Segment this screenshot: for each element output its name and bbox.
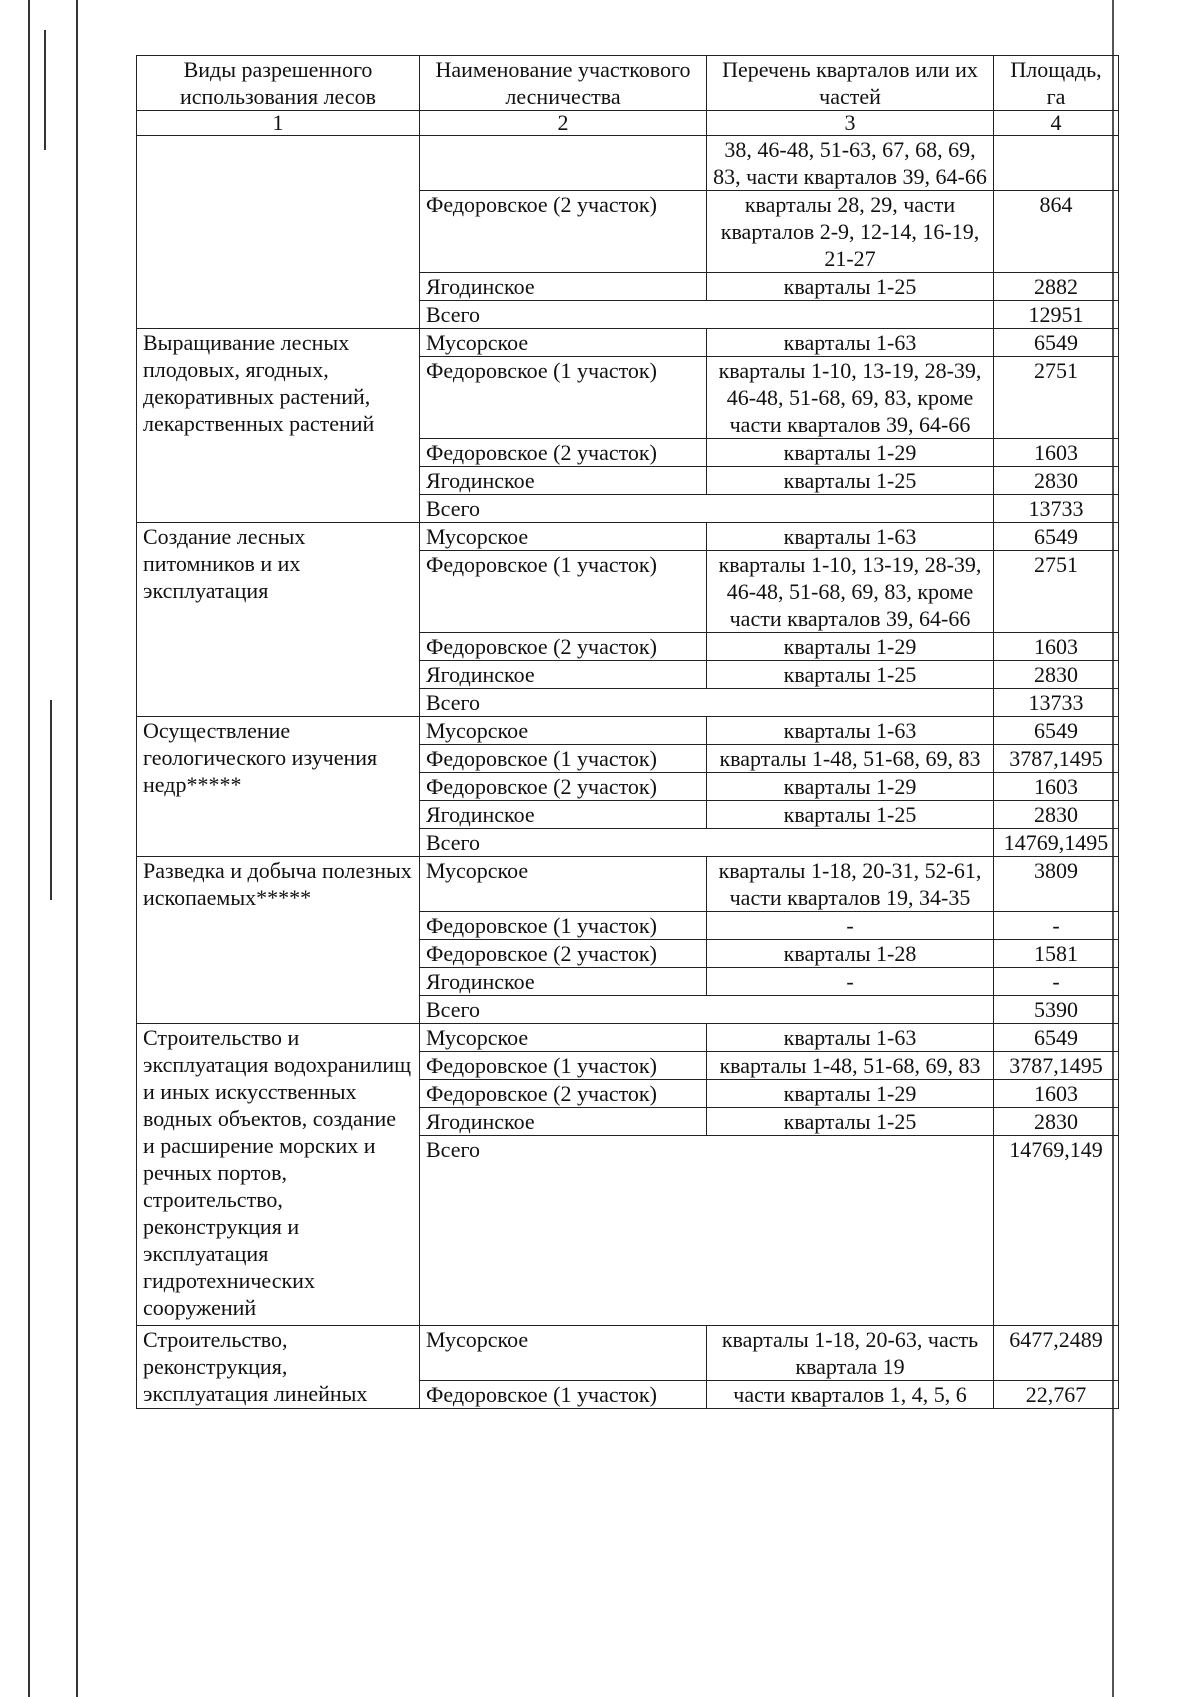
quarters-cell: кварталы 1-25 xyxy=(707,467,994,495)
area-cell: 3787,1495 xyxy=(994,1052,1119,1080)
area-cell: 1603 xyxy=(994,1080,1119,1108)
area-cell: 2830 xyxy=(994,801,1119,829)
table-row xyxy=(137,857,1119,912)
forestry-cell: Мусорское xyxy=(420,717,707,745)
area-cell: 6549 xyxy=(994,1024,1119,1052)
area-cell: 1581 xyxy=(994,940,1119,968)
quarters-cell: кварталы 1-29 xyxy=(707,1080,994,1108)
area-cell: 14769,149 xyxy=(994,1136,1119,1326)
total-label: Всего xyxy=(420,1136,994,1326)
forestry-cell xyxy=(420,136,707,191)
area-cell: 5390 xyxy=(994,996,1119,1024)
scan-margin-line xyxy=(50,700,52,900)
area-cell: 6549 xyxy=(994,717,1119,745)
area-cell: 1603 xyxy=(994,439,1119,467)
forestry-cell: Федоровское (2 участок) xyxy=(420,940,707,968)
total-label: Всего xyxy=(420,689,994,717)
area-cell: 13733 xyxy=(994,689,1119,717)
forestry-cell: Федоровское (2 участок) xyxy=(420,191,707,273)
forestry-cell: Мусорское xyxy=(420,1326,707,1381)
area-cell: - xyxy=(994,968,1119,996)
area-cell: 2751 xyxy=(994,357,1119,439)
quarters-cell: 38, 46-48, 51-63, 67, 68, 69, 83, части кварталов 39, 64-66 xyxy=(707,136,994,191)
forestry-cell: Федоровское (1 участок) xyxy=(420,357,707,439)
quarters-cell: кварталы 1-25 xyxy=(707,273,994,301)
area-cell: 14769,1495 xyxy=(994,829,1119,857)
quarters-cell: кварталы 28, 29, части кварталов 2-9, 12-14, 16-19, 21-27 xyxy=(707,191,994,273)
forestry-cell: Мусорское xyxy=(420,1024,707,1052)
table-row xyxy=(137,1326,1119,1381)
quarters-cell: кварталы 1-29 xyxy=(707,633,994,661)
forest-use-table xyxy=(136,55,1119,1409)
forestry-cell: Федоровское (1 участок) xyxy=(420,1052,707,1080)
header-forestry-name: Наименование участкового лесничества xyxy=(420,56,707,111)
area-cell: 13733 xyxy=(994,495,1119,523)
area-cell xyxy=(994,136,1119,191)
area-cell: 3787,1495 xyxy=(994,745,1119,773)
forestry-cell: Мусорское xyxy=(420,523,707,551)
quarters-cell: кварталы 1-29 xyxy=(707,439,994,467)
quarters-cell: кварталы 1-25 xyxy=(707,661,994,689)
forestry-cell: Ягодинское xyxy=(420,661,707,689)
total-label: Всего xyxy=(420,996,994,1024)
column-number: 3 xyxy=(707,111,994,136)
forestry-cell: Ягодинское xyxy=(420,1108,707,1136)
use-type-cell: Разведка и добыча полезных ископаемых***** xyxy=(137,857,420,1024)
quarters-cell: кварталы 1-63 xyxy=(707,717,994,745)
forestry-cell: Федоровское (1 участок) xyxy=(420,745,707,773)
quarters-cell: - xyxy=(707,912,994,940)
header-quarters: Перечень кварталов или их частей xyxy=(707,56,994,111)
table-row xyxy=(137,329,1119,357)
quarters-cell: кварталы 1-48, 51-68, 69, 83 xyxy=(707,1052,994,1080)
scan-margin-line xyxy=(44,30,46,150)
total-label: Всего xyxy=(420,495,994,523)
quarters-cell: кварталы 1-63 xyxy=(707,1024,994,1052)
quarters-cell: кварталы 1-10, 13-19, 28-39, 46-48, 51-68, 69, 83, кроме части кварталов 39, 64-66 xyxy=(707,551,994,633)
quarters-cell: кварталы 1-63 xyxy=(707,329,994,357)
use-type-cell xyxy=(137,136,420,329)
use-type-cell: Осуществление геологического изучения недр***** xyxy=(137,717,420,857)
use-type-cell: Строительство и эксплуатация водохранилищ и иных искусственных водных объектов, создание и расширение морских и речных портов, строительство, реконструкция и эксплуатация гидротехнических сооружений xyxy=(137,1024,420,1326)
table-row xyxy=(137,136,1119,191)
forestry-cell: Федоровское (1 участок) xyxy=(420,551,707,633)
use-type-cell: Выращивание лесных плодовых, ягодных, декоративных растений, лекарственных растений xyxy=(137,329,420,523)
forestry-cell: Федоровское (2 участок) xyxy=(420,439,707,467)
forestry-cell: Федоровское (2 участок) xyxy=(420,773,707,801)
area-cell: 2830 xyxy=(994,467,1119,495)
forestry-cell: Федоровское (1 участок) xyxy=(420,912,707,940)
quarters-cell: части кварталов 1, 4, 5, 6 xyxy=(707,1381,994,1409)
quarters-cell: кварталы 1-63 xyxy=(707,523,994,551)
scan-margin-line xyxy=(28,0,30,1697)
area-cell: 2751 xyxy=(994,551,1119,633)
scan-margin-line xyxy=(76,0,78,1697)
area-cell: - xyxy=(994,912,1119,940)
area-cell: 864 xyxy=(994,191,1119,273)
forestry-cell: Федоровское (1 участок) xyxy=(420,1381,707,1409)
quarters-cell: кварталы 1-25 xyxy=(707,1108,994,1136)
quarters-cell: кварталы 1-29 xyxy=(707,773,994,801)
total-label: Всего xyxy=(420,829,994,857)
quarters-cell: кварталы 1-18, 20-63, часть квартала 19 xyxy=(707,1326,994,1381)
use-type-cell: Строительство, реконструкция, эксплуатация линейных xyxy=(137,1326,420,1409)
header-use-type: Виды разрешенного использования лесов xyxy=(137,56,420,111)
forestry-cell: Ягодинское xyxy=(420,801,707,829)
header-area: Площадь, га xyxy=(994,56,1119,111)
total-label: Всего xyxy=(420,301,994,329)
area-cell: 1603 xyxy=(994,633,1119,661)
area-cell: 6549 xyxy=(994,329,1119,357)
table-row xyxy=(137,1024,1119,1052)
area-cell: 22,767 xyxy=(994,1381,1119,1409)
forestry-cell: Ягодинское xyxy=(420,273,707,301)
area-cell: 6477,2489 xyxy=(994,1326,1119,1381)
area-cell: 2830 xyxy=(994,1108,1119,1136)
header-row xyxy=(137,56,1119,111)
use-type-cell: Создание лесных питомников и их эксплуатация xyxy=(137,523,420,717)
area-cell: 1603 xyxy=(994,773,1119,801)
quarters-cell: кварталы 1-48, 51-68, 69, 83 xyxy=(707,745,994,773)
table-row xyxy=(137,523,1119,551)
forestry-cell: Ягодинское xyxy=(420,467,707,495)
area-cell: 3809 xyxy=(994,857,1119,912)
forestry-cell: Мусорское xyxy=(420,329,707,357)
quarters-cell: - xyxy=(707,968,994,996)
column-number: 2 xyxy=(420,111,707,136)
area-cell: 2830 xyxy=(994,661,1119,689)
table-row xyxy=(137,717,1119,745)
forestry-cell: Мусорское xyxy=(420,857,707,912)
quarters-cell: кварталы 1-10, 13-19, 28-39, 46-48, 51-68, 69, 83, кроме части кварталов 39, 64-66 xyxy=(707,357,994,439)
area-cell: 2882 xyxy=(994,273,1119,301)
forestry-cell: Федоровское (2 участок) xyxy=(420,1080,707,1108)
quarters-cell: кварталы 1-25 xyxy=(707,801,994,829)
column-number: 1 xyxy=(137,111,420,136)
area-cell: 6549 xyxy=(994,523,1119,551)
quarters-cell: кварталы 1-18, 20-31, 52-61, части кварталов 19, 34-35 xyxy=(707,857,994,912)
area-cell: 12951 xyxy=(994,301,1119,329)
quarters-cell: кварталы 1-28 xyxy=(707,940,994,968)
forestry-cell: Ягодинское xyxy=(420,968,707,996)
column-number-row xyxy=(137,111,1119,136)
column-number: 4 xyxy=(994,111,1119,136)
forestry-cell: Федоровское (2 участок) xyxy=(420,633,707,661)
